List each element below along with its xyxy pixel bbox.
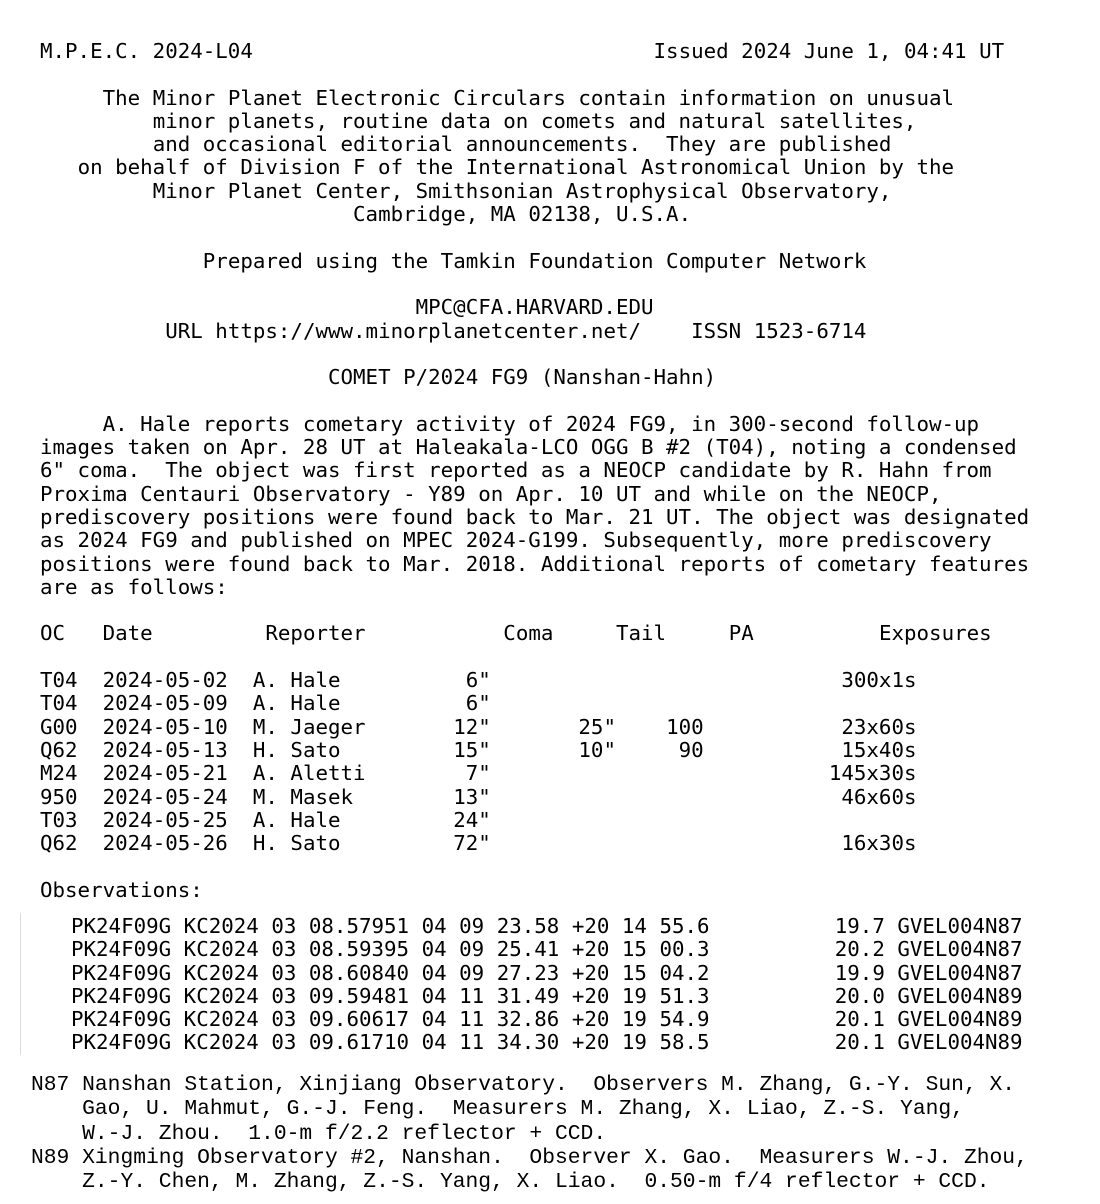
cell-exposures: 23x60s xyxy=(703,714,917,739)
observation-line: PK24F09G KC2024 03 08.59395 04 09 25.41 +20 15 00.3 20.2 GVEL004N87 xyxy=(71,937,1023,962)
col-header-tail: Tail xyxy=(616,621,667,646)
cell-exposures: 300x1s xyxy=(703,668,917,693)
observations-list xyxy=(71,915,1023,1055)
cell-oc: Q62 xyxy=(40,737,103,762)
url-line xyxy=(40,320,1029,343)
cell-tail: 25" xyxy=(490,714,616,739)
cell-oc: M24 xyxy=(40,761,103,786)
cell-coma: 24" xyxy=(428,807,491,832)
cell-oc: T03 xyxy=(40,807,103,832)
table-row xyxy=(40,669,1029,692)
cell-coma: 6" xyxy=(428,691,491,716)
cell-reporter: H. Sato xyxy=(252,831,429,856)
cell-tail: 10" xyxy=(490,737,616,762)
col-header-pa: PA xyxy=(728,621,754,646)
cell-tail xyxy=(491,831,616,855)
body-line: prediscovery positions were found back to Mar. 21 UT. The object was designated xyxy=(40,504,1030,529)
table-row xyxy=(40,762,1029,785)
table-row xyxy=(40,832,1029,855)
email-line xyxy=(40,296,1029,319)
cell-oc: G00 xyxy=(40,714,103,739)
cell-oc: Q62 xyxy=(40,831,103,856)
cell-pa xyxy=(616,808,704,832)
table-row xyxy=(40,786,1029,809)
cell-pa: 100 xyxy=(615,714,704,739)
body-line: images taken on Apr. 28 UT at Haleakala-LCO OGG B #2 (T04), noting a condensed xyxy=(40,435,1017,460)
cell-reporter: M. Masek xyxy=(252,784,429,809)
observation-line: PK24F09G KC2024 03 09.59481 04 11 31.49 +20 19 51.3 20.0 GVEL004N89 xyxy=(71,983,1023,1008)
observations-label: Observations: xyxy=(40,877,203,902)
cell-tail xyxy=(491,761,616,785)
cell-coma: 13" xyxy=(428,784,491,809)
cell-pa: 90 xyxy=(615,737,704,762)
observation-line: PK24F09G KC2024 03 08.57951 04 09 23.58 +20 14 55.6 19.7 GVEL004N87 xyxy=(71,914,1023,938)
cell-exposures: 16x30s xyxy=(703,831,917,856)
issued-date: Issued 2024 June 1, 04:41 UT xyxy=(653,39,1005,63)
observation-line: PK24F09G KC2024 03 09.60617 04 11 32.86 +20 19 54.9 20.1 GVEL004N89 xyxy=(71,1007,1023,1032)
cell-reporter: A. Hale xyxy=(252,807,429,832)
intro-line: and occasional editorial announcements. They are published xyxy=(152,132,892,157)
cell-date: 2024-05-13 xyxy=(102,737,253,762)
cell-oc: 950 xyxy=(40,784,103,809)
col-header-exposures: Exposures xyxy=(878,621,992,646)
station-note-line: Z.-Y. Chen, M. Zhang, Z.-S. Yang, X. Liao. 0.50-m f/4 reflector + CCD. xyxy=(31,1170,990,1195)
url-link[interactable]: URL https://www.minorplanetcenter.net/ xyxy=(165,318,642,343)
col-header-reporter: Reporter xyxy=(265,621,366,646)
header-line xyxy=(40,40,1029,63)
body-line: A. Hale reports cometary activity of 2024 FG9, in 300-second follow-up xyxy=(40,411,980,436)
cell-reporter: A. Hale xyxy=(252,691,429,716)
station-note-line: N87 Nanshan Station, Xinjiang Observatory. Observers M. Zhang, G.-Y. Sun, X. xyxy=(31,1073,1016,1097)
cell-pa xyxy=(616,785,704,809)
mpec-document xyxy=(40,40,1029,902)
cell-date: 2024-05-24 xyxy=(102,784,253,809)
cell-exposures: 15x40s xyxy=(703,737,917,762)
cell-date: 2024-05-10 xyxy=(102,714,253,739)
prepared-line: Prepared using the Tamkin Foundation Computer Network xyxy=(202,248,867,273)
cell-coma: 72" xyxy=(428,831,491,856)
col-header-coma: Coma xyxy=(503,621,554,646)
cell-exposures: 145x30s xyxy=(703,761,917,786)
body-line: as 2024 FG9 and published on MPEC 2024-G199. Subsequently, more prediscovery xyxy=(40,528,992,553)
cell-date: 2024-05-02 xyxy=(102,668,253,693)
comet-title: COMET P/2024 FG9 (Nanshan-Hahn) xyxy=(327,365,717,390)
cell-coma: 12" xyxy=(428,714,491,739)
intro-line: on behalf of Division F of the International Astronomical Union by the xyxy=(77,155,955,180)
intro-line: Cambridge, MA 02138, U.S.A. xyxy=(353,202,692,227)
body-line: Proxima Centauri Observatory - Y89 on Apr. 10 UT and while on the NEOCP, xyxy=(40,481,942,506)
cell-date: 2024-05-25 xyxy=(102,807,253,832)
station-note-line: N89 Xingming Observatory #2, Nanshan. Observer X. Gao. Measurers W.-J. Zhou, xyxy=(31,1145,1028,1170)
cell-oc: T04 xyxy=(40,668,103,693)
cell-reporter: M. Jaeger xyxy=(252,714,429,739)
cell-coma: 6" xyxy=(428,668,491,693)
cell-date: 2024-05-09 xyxy=(102,691,253,716)
col-header-oc: OC xyxy=(40,621,66,646)
cell-date: 2024-05-26 xyxy=(102,831,253,856)
cell-coma: 7" xyxy=(428,761,491,786)
cell-exposures: 46x60s xyxy=(703,784,917,809)
cell-tail xyxy=(491,691,616,715)
station-note-line: Gao, U. Mahmut, G.-J. Feng. Measurers M. Zhang, X. Liao, Z.-S. Yang, xyxy=(31,1097,964,1122)
body-line: 6" coma. The object was first reported as a NEOCP candidate by R. Hahn from xyxy=(40,458,992,483)
cell-tail xyxy=(491,668,616,692)
cell-oc: T04 xyxy=(40,691,103,716)
cell-reporter: A. Aletti xyxy=(252,761,429,786)
table-row xyxy=(40,809,1029,832)
intro-line: Minor Planet Center, Smithsonian Astrophysical Observatory, xyxy=(152,178,892,203)
station-notes xyxy=(31,1073,1028,1194)
mpec-id: M.P.E.C. 2024-L04 xyxy=(40,39,253,63)
cell-exposures xyxy=(704,808,917,832)
cell-pa xyxy=(616,668,704,692)
cell-reporter: H. Sato xyxy=(252,737,429,762)
cell-coma: 15" xyxy=(428,737,491,762)
features-table-body xyxy=(40,669,1029,855)
intro-line: minor planets, routine data on comets and natural satellites, xyxy=(152,108,917,133)
table-row xyxy=(40,692,1029,715)
table-row xyxy=(40,739,1029,762)
features-table-header xyxy=(40,622,1029,645)
observation-line: PK24F09G KC2024 03 09.61710 04 11 34.30 +20 19 58.5 20.1 GVEL004N89 xyxy=(71,1030,1023,1055)
observation-line: PK24F09G KC2024 03 08.60840 04 09 27.23 +20 15 04.2 19.9 GVEL004N87 xyxy=(71,960,1023,985)
table-row xyxy=(40,716,1029,739)
cell-tail xyxy=(491,785,616,809)
email-link[interactable]: MPC@CFA.HARVARD.EDU xyxy=(415,295,654,320)
cell-tail xyxy=(491,808,616,832)
station-note-line: W.-J. Zhou. 1.0-m f/2.2 reflector + CCD. xyxy=(31,1121,607,1146)
intro-line: The Minor Planet Electronic Circulars contain information on unusual xyxy=(102,85,955,110)
cell-reporter: A. Hale xyxy=(252,668,429,693)
cell-date: 2024-05-21 xyxy=(102,761,253,786)
cell-pa xyxy=(616,691,704,715)
issn: ISSN 1523-6714 xyxy=(691,318,867,343)
col-header-date: Date xyxy=(102,621,153,646)
cell-exposures xyxy=(704,691,917,715)
body-line: positions were found back to Mar. 2018. Additional reports of cometary features xyxy=(40,551,1030,576)
body-line: are as follows: xyxy=(40,574,228,599)
cell-pa xyxy=(616,761,704,785)
cell-pa xyxy=(616,831,704,855)
